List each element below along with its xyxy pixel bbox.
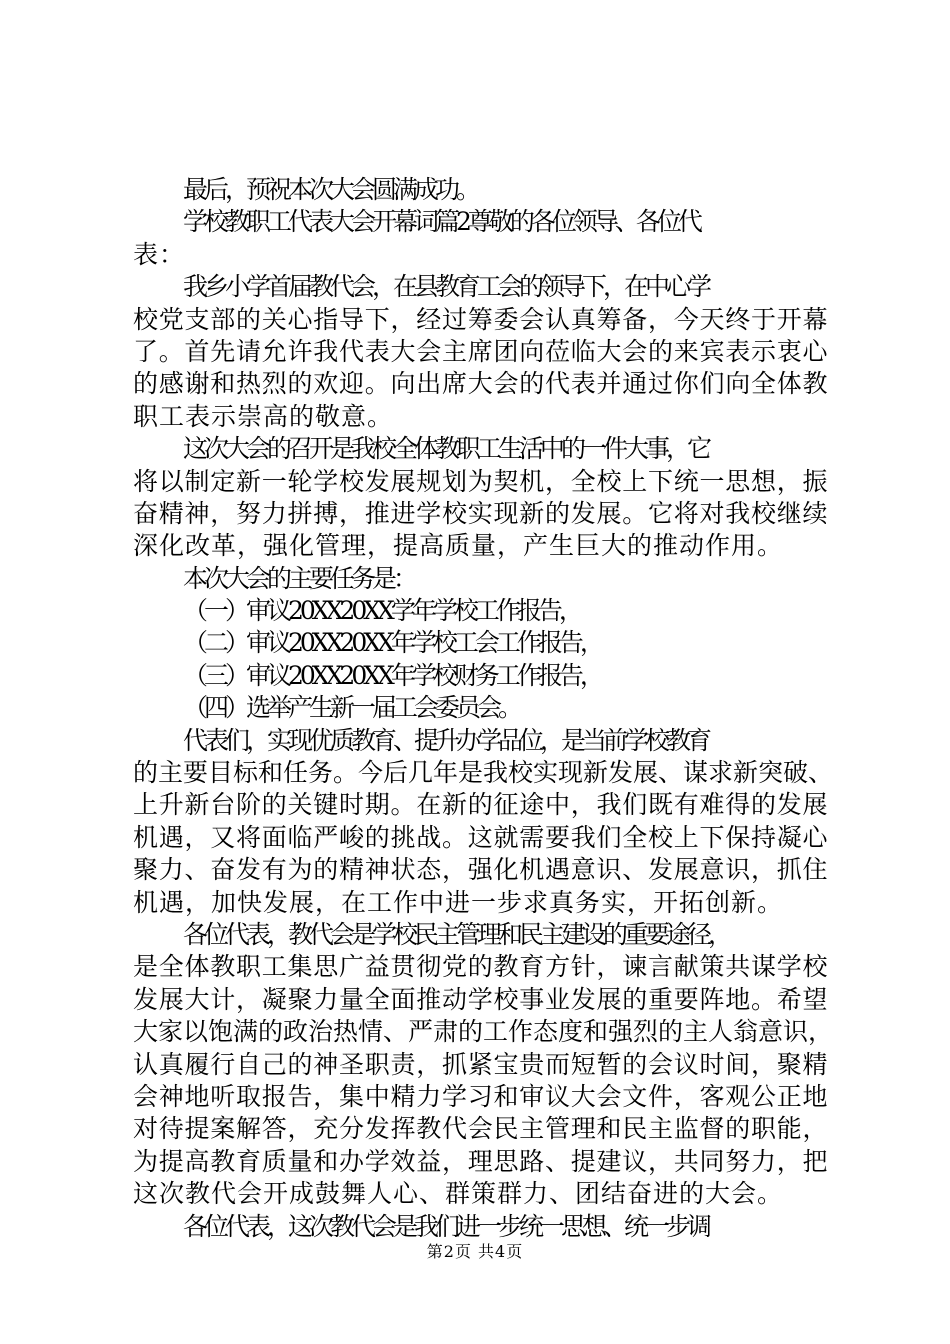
text-line: 为提高教育质量和办学效益，理思路、提建议，共同努力，把 <box>133 1146 829 1176</box>
text-line: 发展大计，凝聚力量全面推动学校事业发展的重要阵地。希望 <box>133 984 829 1014</box>
text-line: （四）选举产生新一届工会委员会。 <box>183 693 520 723</box>
text-line: 深化改革，强化管理，提高质量，产生巨大的推动作用。 <box>133 531 784 561</box>
page-footer <box>0 1242 950 1262</box>
text-line: 这次大会的召开是我校全体教职工生活中的一件大事，它 <box>183 434 709 464</box>
text-line: 认真履行自己的神圣职责，抓紧宝贵而短暂的会议时间，聚精 <box>133 1049 829 1079</box>
text-line: 对待提案解答，充分发挥教代会民主管理和民主监督的职能， <box>133 1114 829 1144</box>
text-line: 学校教职工代表大会开幕词篇2尊敬的各位领导、各位代 <box>183 207 699 237</box>
text-line: 我乡小学首届教代会，在县教育工会的领导下，在中心学 <box>183 272 709 302</box>
text-line: 校党支部的关心指导下，经过筹委会认真筹备，今天终于开幕 <box>133 304 829 334</box>
text-line: 机遇，加快发展，在工作中进一步求真务实，开拓创新。 <box>133 887 784 917</box>
text-line: 是全体教职工集思广益贯彻党的教育方针，谏言献策共谋学校 <box>133 952 829 982</box>
text-line: 将以制定新一轮学校发展规划为契机，全校上下统一思想，振 <box>133 466 829 496</box>
text-line: （一）审议20XX20XX学年学校工作报告， <box>183 596 580 626</box>
text-line: 各位代表，教代会是学校民主管理和民主建设的重要途径， <box>183 919 730 949</box>
text-line: 最后，预祝本次大会圆满成功。 <box>183 175 478 204</box>
text-line: （三）审议20XX20XX年学校财务工作报告， <box>183 660 601 690</box>
text-line: 聚力、奋发有为的精神状态，强化机遇意识、发展意识，抓住 <box>133 855 829 885</box>
text-line: 了。首先请允许我代表大会主席团向莅临大会的来宾表示衷心 <box>133 336 829 366</box>
text-line: 会神地听取报告，集中精力学习和审议大会文件，客观公正地 <box>133 1081 829 1111</box>
text-line: 表： <box>133 239 186 269</box>
text-line: 上升新台阶的关键时期。在新的征途中，我们既有难得的发展 <box>133 790 829 820</box>
text-line: 职工表示崇高的敬意。 <box>133 401 394 431</box>
text-line: 各位代表，这次教代会是我们进一步统一思想、统一步调 <box>183 1211 709 1241</box>
text-line: 奋精神，努力拼搏，推进学校实现新的发展。它将对我校继续 <box>133 498 829 528</box>
text-line: 这次教代会开成鼓舞人心、群策群力、团结奋进的大会。 <box>133 1179 784 1209</box>
text-line: 的主要目标和任务。今后几年是我校实现新发展、谋求新突破、 <box>133 758 834 788</box>
text-line: （二）审议20XX20XX年学校工会工作报告， <box>183 628 601 658</box>
document-body <box>133 174 833 1243</box>
text-line: 代表们，实现优质教育、提升办学品位，是当前学校教育 <box>183 725 709 755</box>
page-number-label: 第2页 共4页 <box>426 1242 524 1261</box>
text-line: 机遇，又将面临严峻的挑战。这就需要我们全校上下保持凝心 <box>133 822 829 852</box>
text-line: 的感谢和热烈的欢迎。向出席大会的代表并通过你们向全体教 <box>133 369 829 399</box>
text-line: 本次大会的主要任务是： <box>183 563 415 593</box>
text-line: 大家以饱满的政治热情、严肃的工作态度和强烈的主人翁意识， <box>133 1017 834 1047</box>
